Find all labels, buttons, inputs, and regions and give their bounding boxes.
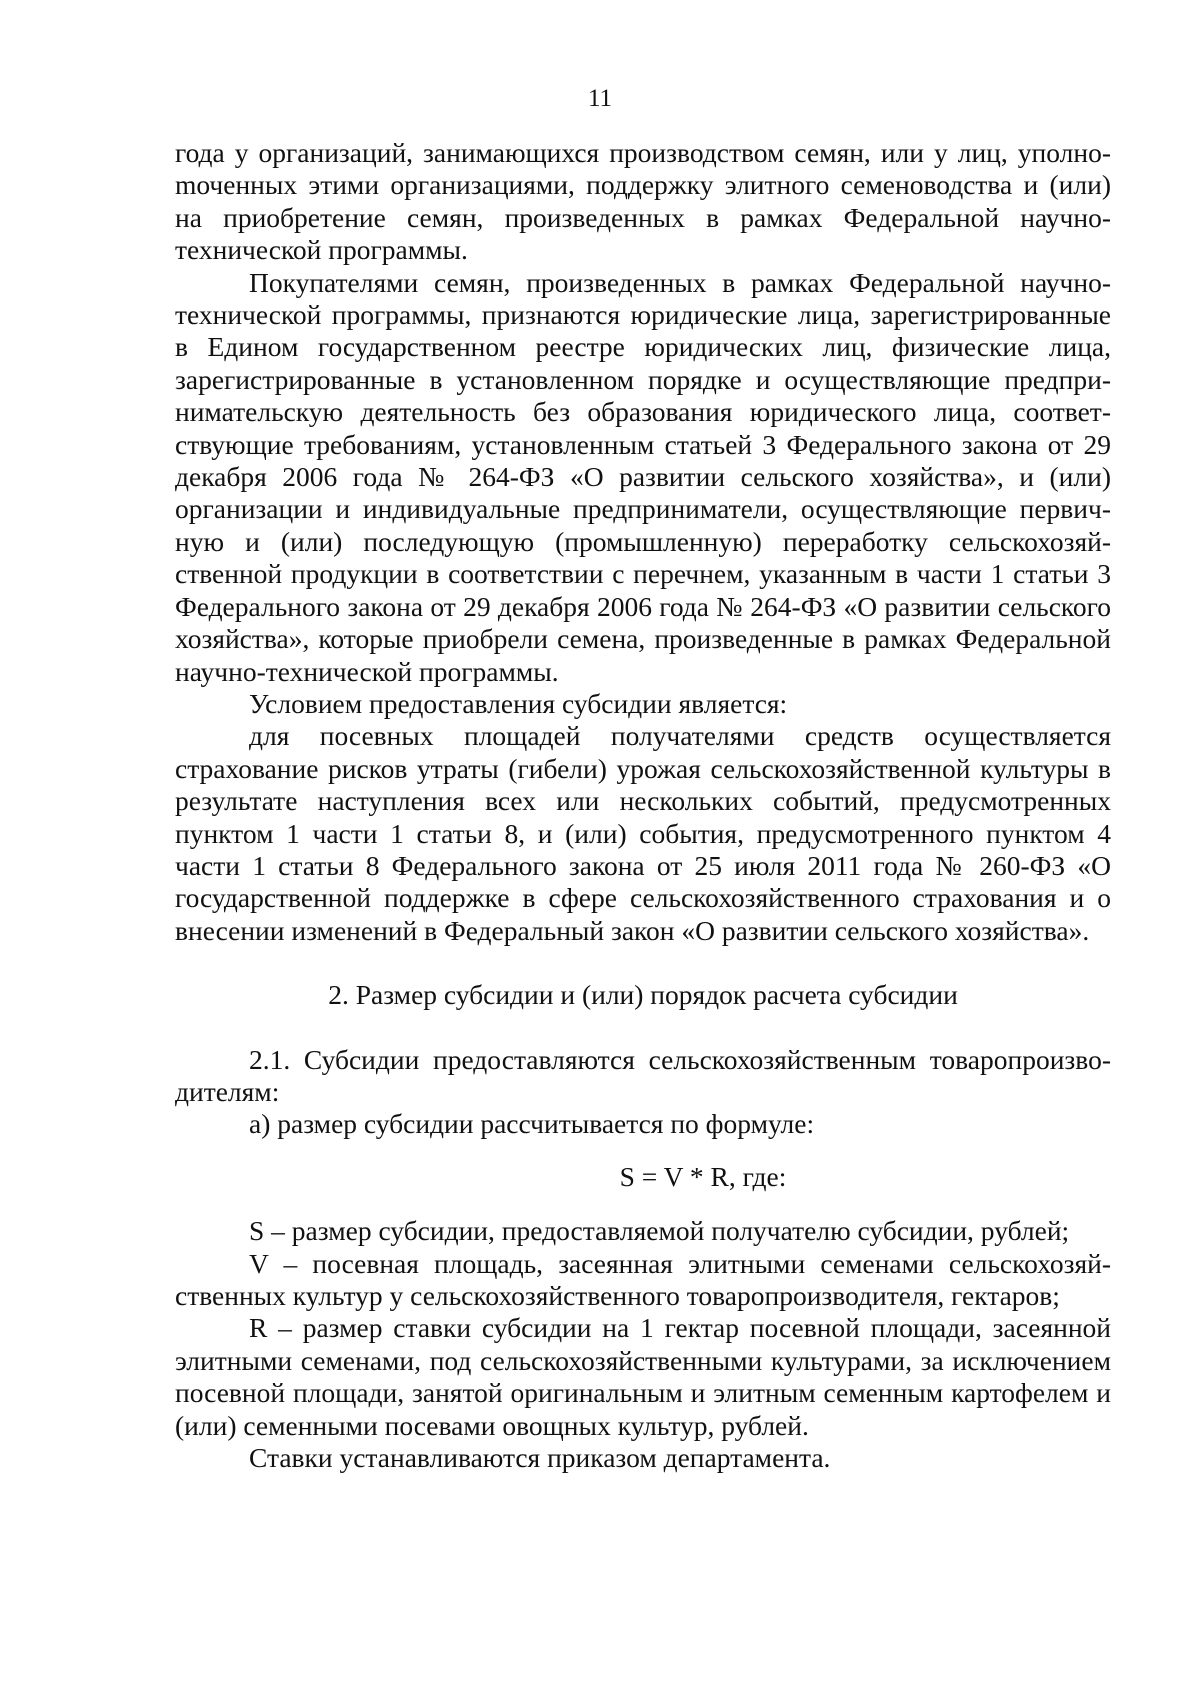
page-number: 11 — [587, 85, 613, 112]
paragraph-rates: Ставки устанавливаются приказом департамента. — [249, 1442, 831, 1474]
section-heading-subsidy-size: 2. Размер субсидии и (или) порядок расчета субсидии — [328, 979, 958, 1011]
definition-v: V – посевная площадь, засеянная элитными семенами сельскохозяйственных культур у сельскохозяйственного товаропроизводителя, гектаров; — [175, 1247, 1111, 1311]
paragraph-seed-buyers: Покупателями семян, произведенных в рамках Федеральной научно-технической программы, признаются юридические лица, зарегистрированные в Едином государственном реестре юридических лиц, физические лица, зарегистрированные в установленном порядке и осуществляющие предпринимательскую деятельность без образования юридического лица, соответствующие требованиям, установленным статьей 3 Федерального закона от 29 декабря 2006 года № 264-ФЗ «О развитии сельского хозяйства», и (или) организации и индивидуальные предприниматели, осуществляющие первичную и (или) последующую (промышленную) переработку сельскохозяйственной продукции в соответствии с перечнем, указанным в части 1 статьи 3 Федерального закона от 29 декабря 2006 года № 264-ФЗ «О развитии сельского хозяйства», которые приобрели семена, произведенные в рамках Федеральной научно-технической программы. — [175, 266, 1111, 687]
paragraph-seed-support-continuation: года у организаций, занимающихся производством семян, или у лиц, уполноmоченных этими организациями, поддержку элитного семеноводства и (или) на приобретение семян, произведенных в рамках Федеральной научно-технической программы. — [175, 137, 1111, 266]
paragraph-subsidy-condition-intro: Условием предоставления субсидии является: — [249, 687, 788, 719]
paragraph-insurance-condition: для посевных площадей получателями средств осуществляется страхование рисков утраты (гибели) урожая сельскохозяйственной культуры в результате наступления всех или нескольких событий, предусмотренных пунктом 1 части 1 статьи 8, и (или) события, предусмотренного пунктом 4 части 1 статьи 8 Федерального закона от 25 июля 2011 года № 260-ФЗ «О государственной поддержке в сфере сельскохозяйственного страхования и о внесении изменений в Федеральный закон «О развитии сельского хозяйства». — [175, 720, 1111, 946]
definition-s: S – размер субсидии, предоставляемой получателю субсидии, рублей; — [249, 1215, 1070, 1247]
paragraph-subsidy-recipients: 2.1. Субсидии предоставляются сельскохозяйственным товаропроизводителям: — [175, 1043, 1111, 1107]
document-body — [175, 137, 1111, 1474]
subsidy-formula: S = V * R, где: — [619, 1160, 787, 1192]
definition-r: R – размер ставки субсидии на 1 гектар посевной площади, засеянной элитными семенами, под сельскохозяйственными культурами, за исключением посевной площади, занятой оригинальным и элитным семенным картофелем и (или) семенными посевами овощных культур, рублей. — [175, 1312, 1111, 1441]
paragraph-formula-intro: а) размер субсидии рассчитывается по формуле: — [249, 1108, 815, 1140]
